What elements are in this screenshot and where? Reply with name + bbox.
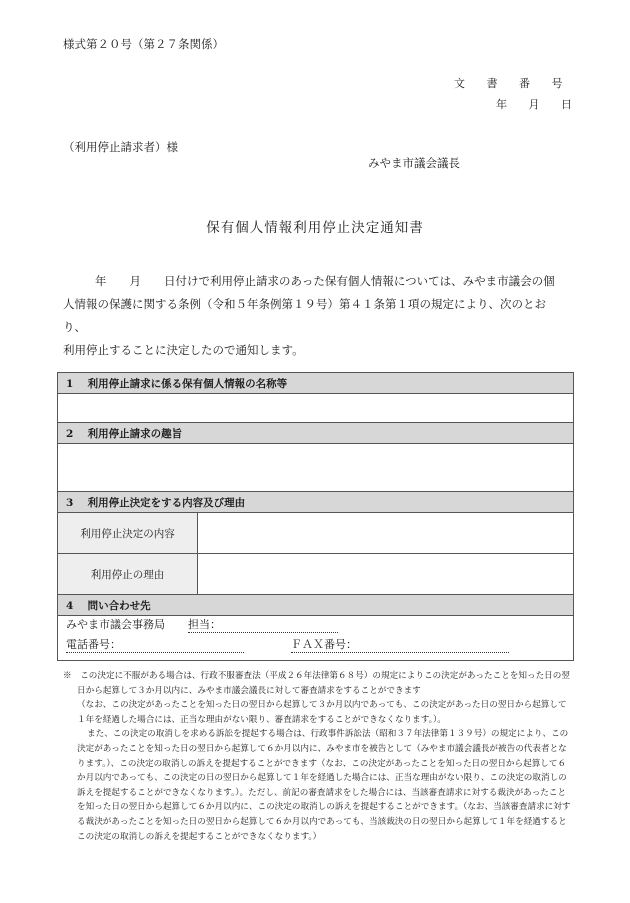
decision-content-label: 利用停止決定の内容 bbox=[58, 513, 198, 554]
office-name: みやま市議会事務局 bbox=[66, 618, 165, 631]
suspension-reason-field[interactable] bbox=[198, 554, 574, 595]
section-2-number: 2 bbox=[66, 427, 74, 440]
document-number-label: 文 書 番 号 bbox=[454, 77, 572, 90]
date-label: 年 月 日 bbox=[496, 98, 581, 111]
appeal-notes bbox=[63, 669, 573, 844]
tel-field[interactable] bbox=[66, 636, 244, 653]
section-1-number: 1 bbox=[66, 377, 74, 390]
section-1-header bbox=[58, 373, 574, 394]
body-line-3: 利用停止することに決定したので通知します。 bbox=[63, 343, 304, 357]
fax-field[interactable] bbox=[291, 636, 509, 653]
section-2-title: 利用停止請求の趣旨 bbox=[87, 427, 183, 440]
section-2-header bbox=[58, 423, 574, 444]
section-1-title: 利用停止請求に係る保有個人情報の名称等 bbox=[87, 377, 288, 390]
contact-info bbox=[58, 616, 574, 661]
fax-label: ＦＡＸ番号： bbox=[291, 638, 357, 651]
suspension-reason-label: 利用停止の理由 bbox=[58, 554, 198, 595]
note-paragraph-2: （なお、この決定があったことを知った日の翌日から起算して３か月以内であっても、この決定があった日の翌日から起算して１年を経過した場合には、正当な理由がない限り、審査請求をすることができなくなります。）。 bbox=[77, 700, 567, 725]
body-line-2: 人情報の保護に関する条例（令和５年条例第１９号）第４１条第１項の規定により、次のとおり、 bbox=[63, 297, 546, 334]
page-title: 保有個人情報利用停止決定通知書 bbox=[206, 220, 424, 236]
note-paragraph-3: また、この決定の取消しを求める訴訟を提起する場合は、行政事件訴訟法（昭和３７年法律第１３９号）の規定により、この決定があったことを知った日の翌日から起算して６か月以内に、みやま市を被告として（みやま市議会議長が被告の代表者となります。）、この決定の取消しの訴えを提起することができます（なお、この決定があったことを知った日の翌日から起算して６か月以内であっても、この決定の日の翌日から起算して１年を経過した場合には、正当な理由がない限り、この決定の取消しの訴えを提起することができなくなります。）。ただし、前記の審査請求をした場合には、当該審査請求に対する裁決があったことを知った日の翌日から起算して６か月以内に、この決定の取消しの訴えを提起することができます。（なお、当該審査請求に対する裁決があったことを知った日の翌日から起算して６か月以内であっても、当該裁決の日の翌日から起算して１年を経過するとこの決定の取消しの訴えを提起することができなくなります。） bbox=[77, 729, 571, 842]
note-paragraph-1: ※ この決定に不服がある場合は、行政不服審査法（平成２６年法律第６８号）の規定によりこの決定があったことを知った日の翌日から起算して３か月以内に、みやま市議会議長に対して審査請求をすることができます bbox=[63, 671, 570, 696]
tel-label: 電話番号： bbox=[66, 638, 121, 651]
section-1-field[interactable] bbox=[58, 394, 574, 423]
form-number: 様式第２０号（第２７条関係） bbox=[63, 37, 224, 51]
addressee: （利用停止請求者）様 bbox=[63, 140, 178, 154]
section-3-header bbox=[58, 492, 574, 513]
sender: みやま市議会議長 bbox=[368, 156, 460, 170]
decision-form-table bbox=[57, 372, 574, 661]
body-line-1: 年 月 日付けで利用停止請求のあった保有個人情報については、みやま市議会の個 bbox=[95, 274, 555, 288]
section-4-number: 4 bbox=[66, 599, 74, 612]
notice-body bbox=[63, 270, 568, 362]
decision-content-field[interactable] bbox=[198, 513, 574, 554]
section-2-field[interactable] bbox=[58, 444, 574, 492]
section-4-title: 問い合わせ先 bbox=[87, 599, 151, 612]
section-4-header bbox=[58, 595, 574, 616]
section-3-title: 利用停止決定をする内容及び理由 bbox=[87, 496, 246, 509]
person-in-charge-label: 担当： bbox=[188, 618, 221, 631]
section-3-number: 3 bbox=[66, 496, 74, 509]
person-in-charge-field[interactable] bbox=[188, 616, 338, 633]
